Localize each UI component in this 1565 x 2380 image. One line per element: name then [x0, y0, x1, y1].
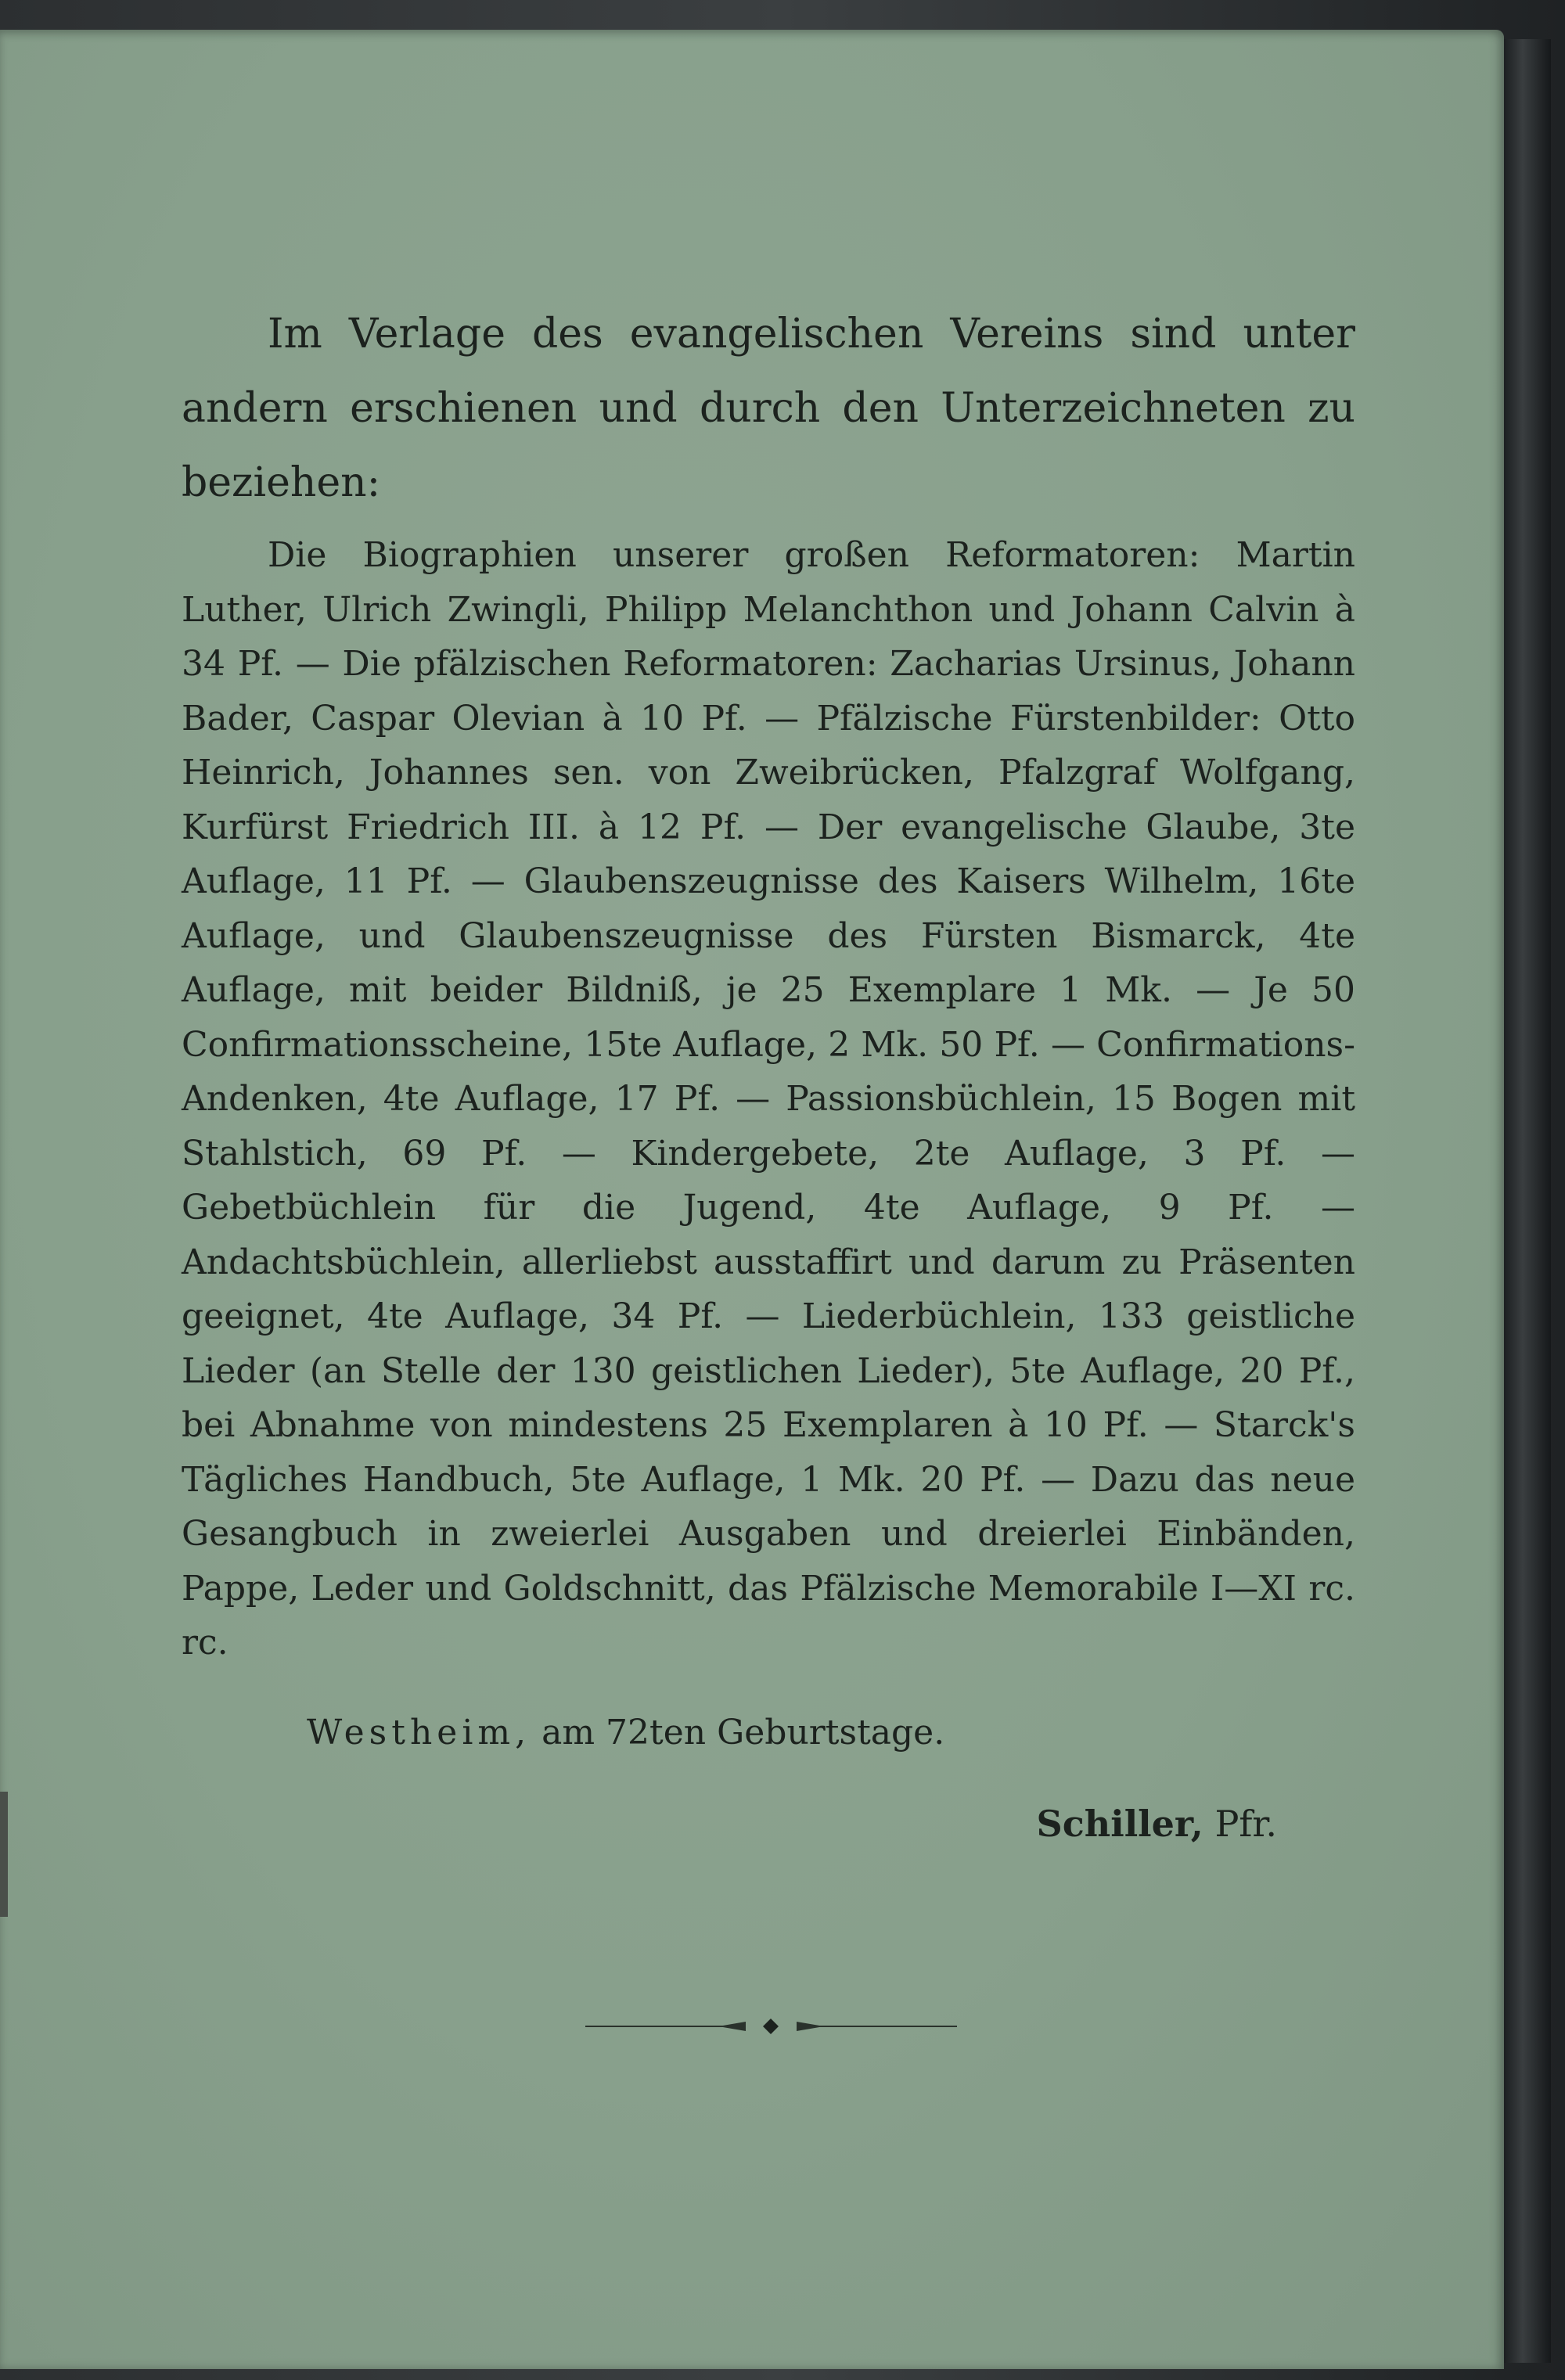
ornament-diamond: [763, 2019, 779, 2034]
place-name: Westheim,: [307, 1712, 531, 1753]
page-edge-mark: [0, 1792, 8, 1917]
signature-line: [182, 1800, 1355, 1847]
publication-list-paragraph: Die Biographien unserer großen Reformatoren: Martin Luther, Ulrich Zwingli, Philipp Melanchthon und Johann Calvin à 34 Pf. — Die pfälzischen Reformatoren: Zacharias Ursinus, Johann Bader, Caspar Olevian à 10 Pf. — Pfälzische Fürstenbilder: Otto Heinrich, Johannes sen. von Zweibrücken, Pfalzgraf Wolfgang, Kurfürst Friedrich III. à 12 Pf. — Der evangelische Glaube, 3te Auflage, 11 Pf. — Glaubenszeugnisse des Kaisers Wilhelm, 16te Auflage, und Glaubenszeugnisse des Fürsten Bismarck, 4te Auflage, mit beider Bildniß, je 25 Exemplare 1 Mk. — Je 50 Confirmationsscheine, 15te Auflage, 2 Mk. 50 Pf. — Confirmations-Andenken, 4te Auflage, 17 Pf. — Passionsbüchlein, 15 Bogen mit Stahlstich, 69 Pf. — Kindergebete, 2te Auflage, 3 Pf. — Gebetbüchlein für die Jugend, 4te Auflage, 9 Pf. — Andachtsbüchlein, allerliebst ausstaffirt und darum zu Präsenten geeignet, 4te Auflage, 34 Pf. — Liederbüchlein, 133 geistliche Lieder (an Stelle der 130 geistlichen Lieder), 5te Auflage, 20 Pf., bei Abnahme von mindestens 25 Exemplaren à 10 Pf. — Starck's Tägliches Handbuch, 5te Auflage, 1 Mk. 20 Pf. — Dazu das neue Gesangbuch in zweierlei Ausgaben und dreierlei Einbänden, Pappe, Leder und Goldschnitt, das Pfälzische Memorabile I—XI rc. rc.: [182, 535, 1355, 1663]
place-date-line: [182, 1710, 1355, 1756]
ornament-arrow-left: [718, 2022, 746, 2031]
date-note: am 72ten Geburtstage.: [541, 1712, 945, 1753]
signature-name: Schiller,: [1036, 1802, 1203, 1845]
intro-paragraph: Im Verlage des evangelischen Vereins sind unter andern erschienen und durch den Unterzeichneten zu beziehen:: [182, 311, 1355, 506]
text-block: [182, 297, 1355, 1847]
ornament-divider: [585, 2011, 957, 2042]
signature-title: Pfr.: [1214, 1802, 1277, 1845]
binding-edge: [1504, 39, 1551, 2363]
